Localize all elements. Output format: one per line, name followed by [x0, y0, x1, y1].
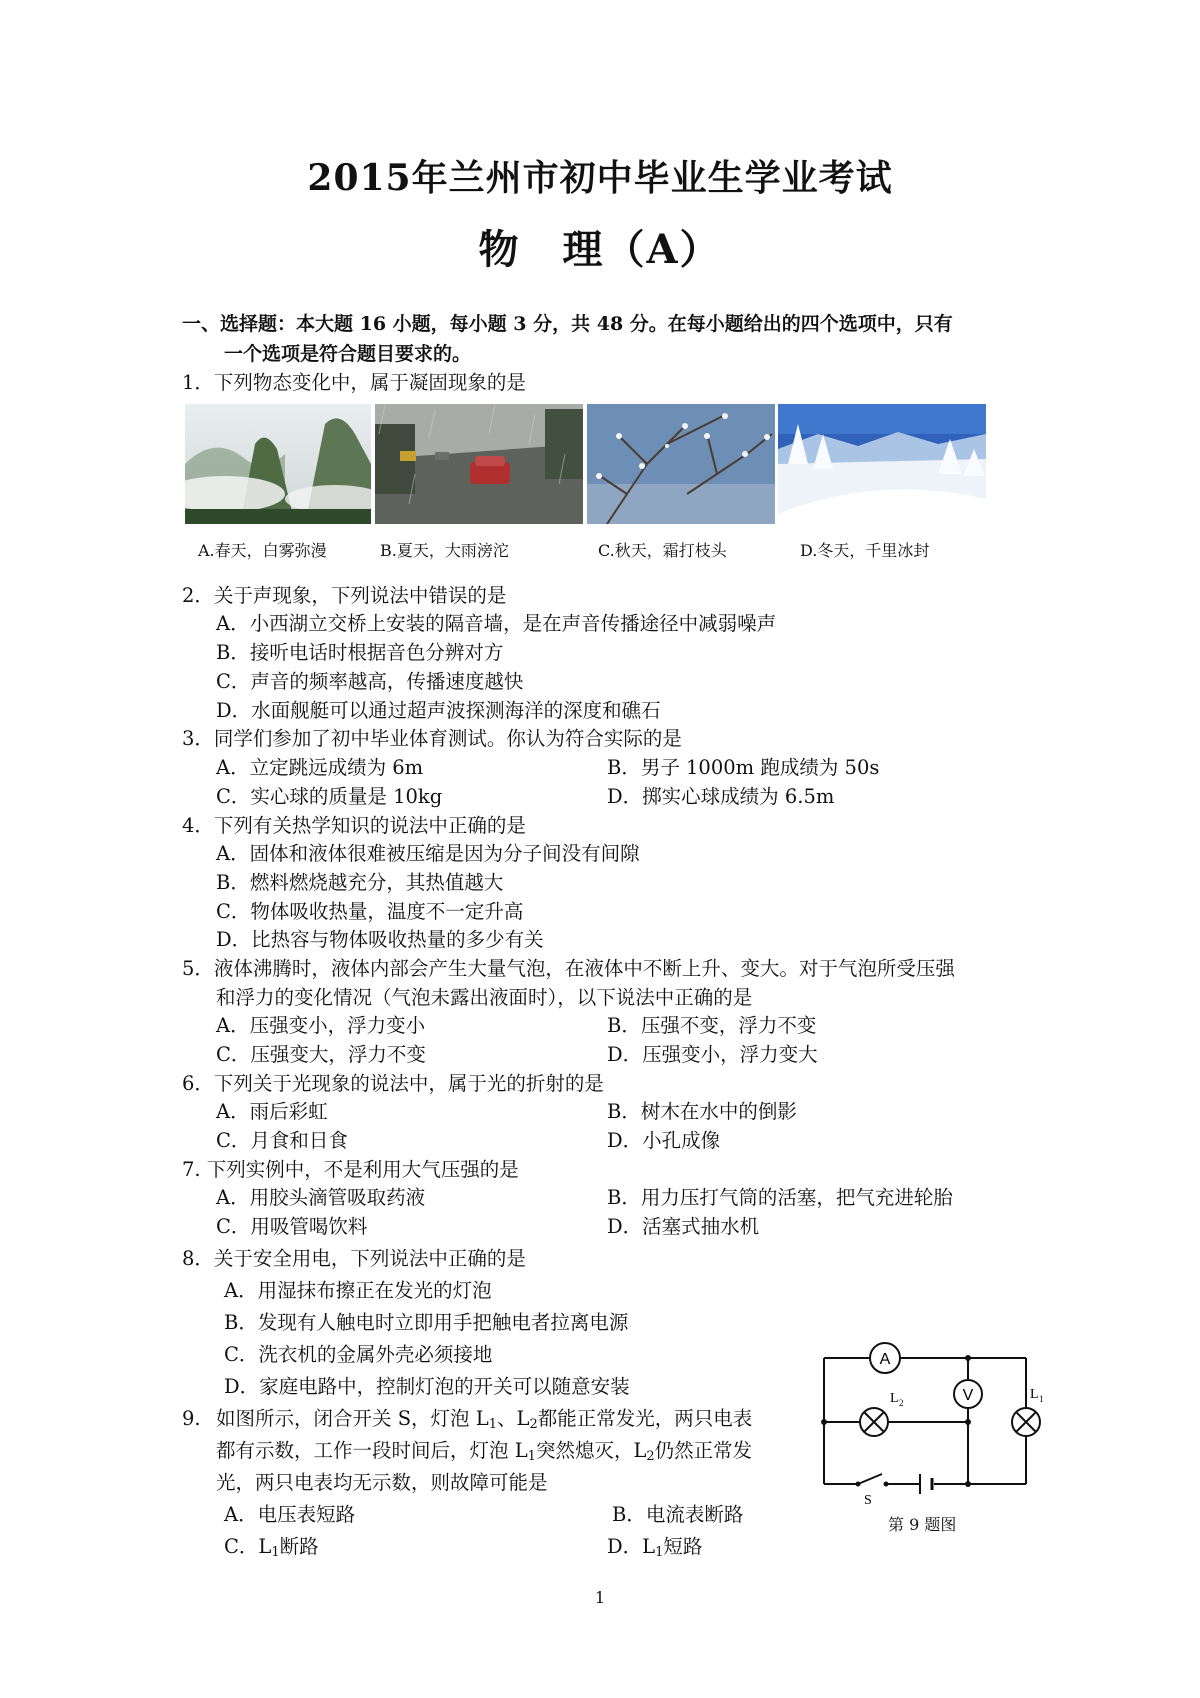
q1-caption-b: B.夏天，大雨滂沱	[380, 541, 509, 560]
circuit-diagram	[820, 1330, 1060, 1510]
q9-stem-line2: 都有示数，工作一段时间后，灯泡 $L_1$突然熄灭，$L_2$仍然正常发	[216, 1439, 753, 1464]
page-number: 1	[594, 1588, 606, 1607]
q3-option-b: B．男子 1000m 跑成绩为 50s	[607, 756, 880, 779]
q3-option-d: D．掷实心球成绩为 6.5m	[607, 785, 835, 808]
q6-option-d: D．小孔成像	[607, 1129, 721, 1152]
q9-stem-line1: 如图所示，闭合开关 S，灯泡 $L_1$、$L_2$都能正常发光，两只电表	[216, 1407, 753, 1432]
q6-stem: 6．下列关于光现象的说法中，属于光的折射的是	[182, 1072, 604, 1095]
q9-stem-line3: 光，两只电表均无示数，则故障可能是	[216, 1471, 548, 1494]
q8-option-a: A．用湿抹布擦正在发光的灯泡	[224, 1279, 492, 1302]
lamp-l1-label: L	[1030, 1387, 1039, 1402]
q4-option-c: C．物体吸收热量，温度不一定升高	[216, 900, 524, 923]
figure-caption: 第 9 题图	[888, 1515, 957, 1534]
lamp-l2-label: L	[890, 1391, 899, 1406]
q5-option-b: B．压强不变，浮力不变	[607, 1014, 817, 1037]
q6-option-b: B．树木在水中的倒影	[607, 1100, 797, 1123]
switch-label: S	[864, 1493, 872, 1508]
section-heading-line2: 一个选项是符合题目要求的。	[224, 343, 472, 365]
q8-option-c: C．洗衣机的金属外壳必须接地	[224, 1343, 493, 1366]
q3-option-a: A．立定跳远成绩为 6m	[216, 756, 424, 779]
q1-caption-c: C.秋天，霜打枝头	[598, 541, 727, 560]
q9-number: 9.	[182, 1407, 201, 1430]
q9-option-b: B．电流表断路	[612, 1503, 744, 1526]
q7-option-a: A．用胶头滴管吸取药液	[216, 1186, 426, 1209]
q2-option-c: C．声音的频率越高，传播速度越快	[216, 670, 524, 693]
q3-option-c: C．实心球的质量是 10kg	[216, 785, 443, 808]
q4-option-d: D．比热容与物体吸收热量的多少有关	[216, 928, 544, 951]
q8-stem: 8．关于安全用电，下列说法中正确的是	[182, 1247, 526, 1270]
q1-stem: 1．下列物态变化中，属于凝固现象的是	[182, 371, 526, 394]
q9-option-a: A．电压表短路	[224, 1503, 356, 1526]
exam-title: 2015年兰州市初中毕业生学业考试	[307, 157, 893, 199]
q6-option-a: A．雨后彩虹	[216, 1100, 328, 1123]
q2-option-a: A．小西湖立交桥上安装的隔音墙，是在声音传播途径中减弱噪声	[216, 612, 777, 635]
q9-option-d: D．$L_1$短路	[607, 1535, 703, 1560]
section-heading-line1: 一、选择题：本大题 16 小题，每小题 3 分，共 48 分。在每小题给出的四个选项中，只有	[182, 313, 953, 335]
q3-stem: 3．同学们参加了初中毕业体育测试。你认为符合实际的是	[182, 727, 682, 750]
ammeter-label: A	[879, 1351, 891, 1368]
q4-option-a: A．固体和液体很难被压缩是因为分子间没有间隙	[216, 842, 640, 865]
q2-stem: 2．关于声现象，下列说法中错误的是	[182, 584, 507, 607]
voltmeter-label: V	[962, 1387, 974, 1404]
lamp-l1-subscript: 1	[1039, 1394, 1044, 1404]
q4-stem: 4．下列有关热学知识的说法中正确的是	[182, 814, 526, 837]
q7-option-c: C．用吸管喝饮料	[216, 1215, 368, 1238]
q9-option-c: C．$L_1$断路	[224, 1535, 319, 1560]
q4-option-b: B．燃料燃烧越充分，其热值越大	[216, 871, 504, 894]
lamp-l2-subscript: 2	[899, 1398, 904, 1408]
q7-option-b: B．用力压打气筒的活塞，把气充进轮胎	[607, 1186, 953, 1209]
image-summer-rain	[375, 404, 583, 524]
q8-option-b: B．发现有人触电时立即用手把触电者拉离电源	[224, 1311, 629, 1334]
q1-caption-d: D.冬天，千里冰封	[800, 541, 930, 560]
q8-option-d: D．家庭电路中，控制灯泡的开关可以随意安装	[224, 1375, 630, 1398]
q5-option-a: A．压强变小，浮力变小	[216, 1014, 426, 1037]
image-spring-fog	[185, 404, 371, 524]
q5-stem-line2: 和浮力的变化情况（气泡未露出液面时），以下说法中正确的是	[216, 986, 753, 1009]
subject-title: 物 理（A）	[478, 226, 722, 273]
image-winter-ice	[778, 404, 986, 524]
q7-stem: 7. 下列实例中，不是利用大气压强的是	[182, 1158, 519, 1181]
q1-caption-a: A.春天，白雾弥漫	[198, 541, 327, 560]
q5-option-c: C．压强变大，浮力不变	[216, 1043, 426, 1066]
q7-option-d: D．活塞式抽水机	[607, 1215, 760, 1238]
q2-option-d: D．水面舰艇可以通过超声波探测海洋的深度和礁石	[216, 699, 661, 722]
image-autumn-frost	[587, 404, 775, 524]
q2-option-b: B．接听电话时根据音色分辨对方	[216, 641, 504, 664]
q5-stem-line1: 5．液体沸腾时，液体内部会产生大量气泡，在液体中不断上升、变大。对于气泡所受压强	[182, 957, 955, 980]
q6-option-c: C．月食和日食	[216, 1129, 348, 1152]
q5-option-d: D．压强变小，浮力变大	[607, 1043, 818, 1066]
